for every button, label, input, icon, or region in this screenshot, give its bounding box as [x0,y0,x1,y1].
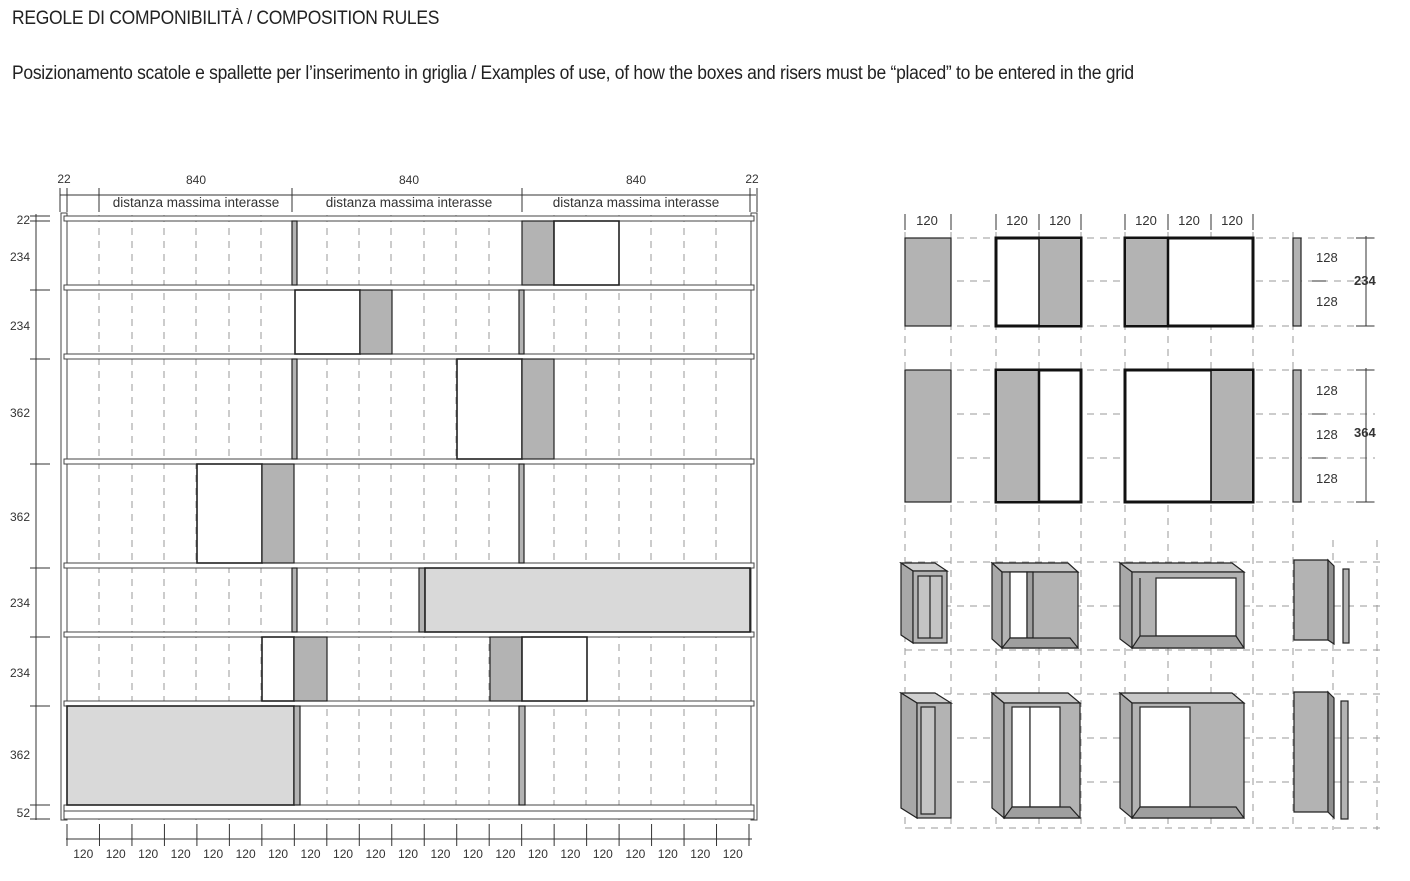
box-open [262,637,294,701]
column-label: 120 [592,847,613,861]
double-box-grey-half [997,371,1039,501]
riser [292,568,297,632]
riser-part-label: 128 [1316,294,1338,309]
column-label: 120 [722,847,743,861]
riser-front-tall [1293,370,1301,502]
riser-3d-small [1294,560,1349,644]
span-value: 840 [625,173,647,187]
riser [519,706,525,805]
riser-total-label: 234 [1354,273,1376,288]
column-label: 120 [105,847,126,861]
column-label: 120 [690,847,711,861]
span-label: distanza massima interasse [325,195,493,210]
triple-box-3d-tall [1120,693,1244,818]
row-dimensions [10,213,50,820]
riser-part-label: 128 [1316,427,1338,442]
column-label: 120 [300,847,321,861]
box-open [522,637,587,701]
row-label: 234 [9,666,30,680]
single-box-3d-small [901,563,947,643]
box-open [197,464,262,563]
example-column-label: 120 [1049,213,1071,228]
grid-drawing [10,172,759,861]
page-title: REGOLE DI COMPONIBILITÀ / COMPOSITION RULES [12,8,440,29]
row-label: 234 [9,319,30,333]
single-box-front [905,238,951,326]
box-grey-half [522,359,554,459]
example-column-label: 120 [916,213,938,228]
double-box-3d-tall [992,693,1080,818]
example-column-label: 120 [1135,213,1157,228]
wide-box-light [67,706,294,805]
riser-part-label: 128 [1316,471,1338,486]
box-open [295,290,360,354]
row-label: 362 [9,406,30,420]
riser-3d-tall [1294,692,1348,819]
box-open [554,221,619,285]
box-grey-half [522,221,554,285]
riser-total-label: 364 [1354,425,1376,440]
column-dimensions [66,824,752,861]
box-grey-half [360,290,392,354]
riser-large-dimensions [1312,368,1376,502]
box-open [457,359,522,459]
column-label: 120 [430,847,451,861]
wide-box-light [425,568,750,632]
single-box-3d-tall [901,693,951,818]
triple-box-grey-part [1211,371,1252,501]
column-label: 120 [73,847,94,861]
span-value: 840 [185,173,207,187]
column-label: 120 [365,847,386,861]
single-box-front-tall [905,370,951,502]
row-label: 22 [16,213,30,227]
riser [292,359,297,459]
riser [519,464,524,563]
riser-part-label: 128 [1316,383,1338,398]
row-label: 234 [9,250,30,264]
box-grey-half [262,464,294,563]
column-label: 120 [560,847,581,861]
column-label: 120 [527,847,548,861]
row-label: 362 [9,748,30,762]
column-label: 120 [625,847,646,861]
box-grey-half [490,637,522,701]
column-label: 120 [495,847,516,861]
riser-small-dimensions [1312,236,1376,326]
double-box-3d-small [992,563,1078,648]
column-label: 120 [170,847,191,861]
left-upright [61,213,67,820]
top-margin-left-label: 22 [57,172,71,186]
span-label: distanza massima interasse [552,195,720,210]
example-column-label: 120 [1006,213,1028,228]
column-label: 120 [333,847,354,861]
riser [419,568,425,632]
riser [519,290,524,354]
row-label: 362 [9,510,30,524]
span-value: 840 [398,173,420,187]
riser [294,706,300,805]
riser-front-small [1293,238,1301,326]
right-upright [751,213,757,820]
page-subtitle: Posizionamento scatole e spallette per l’inserimento in griglia / Examples of use, of how the boxes and risers must be “placed” to be entered in the grid [12,63,1134,84]
example-column-label: 120 [1221,213,1243,228]
double-box-grey-half [1039,239,1080,325]
row-label: 52 [16,806,30,820]
column-label: 120 [138,847,159,861]
column-label: 120 [235,847,256,861]
triple-box-3d-small [1120,563,1244,648]
triple-box-grey-part [1126,239,1168,325]
column-label: 120 [462,847,483,861]
examples-drawing [901,213,1380,830]
top-dimensions [57,172,759,212]
row-label: 234 [9,596,30,610]
column-label: 120 [397,847,419,861]
example-column-labels [905,213,1253,230]
column-label: 120 [657,847,678,861]
span-label: distanza massima interasse [112,195,280,210]
column-label: 120 [268,847,289,861]
top-margin-right-label: 22 [745,172,759,186]
riser [292,221,297,285]
riser-part-label: 128 [1316,250,1338,265]
example-column-label: 120 [1178,213,1200,228]
column-label: 120 [203,847,224,861]
box-grey-half [294,637,327,701]
